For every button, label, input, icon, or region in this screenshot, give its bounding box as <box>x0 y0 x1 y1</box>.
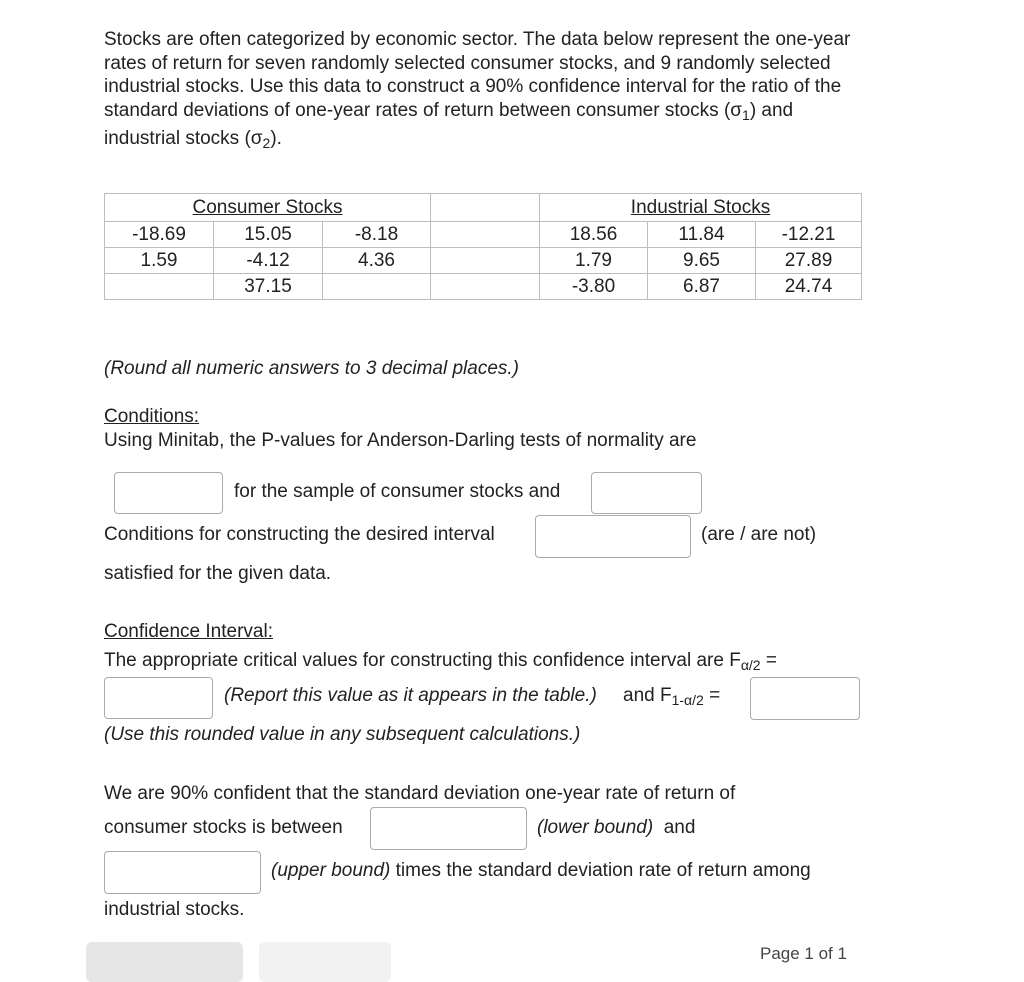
table-cell <box>431 248 540 274</box>
conclusion-line4: industrial stocks. <box>104 899 245 920</box>
question-text: Stocks are often categorized by economic sector. The data below represent the one-year rates of return for seven randomly selected consumer stocks, and 9 randomly selected industrial stocks. Use this data to construct a 90% confidence interval for the ratio of the standard deviations of one-year rates of return between consumer stocks $(\sigma_1)$ and industrial stocks $(\sigma_2)$. <box>104 29 851 151</box>
industrial-stocks-table <box>539 193 862 300</box>
table-cell: 1.79 <box>540 248 648 274</box>
table-cell: -12.21 <box>756 222 862 248</box>
table-cell: -8.18 <box>323 222 431 248</box>
f-alpha-half-input[interactable] <box>104 677 213 719</box>
conclusion-line2: consumer stocks is between <box>104 817 343 838</box>
report-note: (Report this value as it appears in the table.) <box>224 685 597 706</box>
consumer-pvalue-input[interactable] <box>114 472 223 514</box>
table-cell <box>431 222 540 248</box>
table-cell: 11.84 <box>648 222 756 248</box>
ci-heading: Confidence Interval: <box>104 621 273 642</box>
f-one-minus-label: and $F_{1-\alpha/2}$ = <box>623 685 721 708</box>
table-cell: 4.36 <box>323 248 431 274</box>
conclusion-line1: We are 90% confident that the standard deviation one-year rate of return of <box>104 783 736 804</box>
round-note: (Round all numeric answers to 3 decimal places.) <box>104 358 520 379</box>
f-one-minus-alpha-half-input[interactable] <box>750 677 860 720</box>
table-cell: 27.89 <box>756 248 862 274</box>
table-cell: 1.59 <box>105 248 214 274</box>
table-cell <box>105 274 214 300</box>
lower-bound-input[interactable] <box>370 807 527 850</box>
conditions-heading: Conditions: <box>104 406 200 427</box>
use-note: (Use this rounded value in any subsequent calculations.) <box>104 724 581 745</box>
table-cell <box>431 274 540 300</box>
page-indicator: Page 1 of 1 <box>760 944 847 963</box>
table-cell: 15.05 <box>214 222 323 248</box>
conditions-text: Using Minitab, the P-values for Anderson-Darling tests of normality are <box>104 430 697 451</box>
table-cell: 9.65 <box>648 248 756 274</box>
table-cell: 6.87 <box>648 274 756 300</box>
satisfied-text: satisfied for the given data. <box>104 563 332 584</box>
next-question-button[interactable] <box>259 942 391 982</box>
consumer-stocks-table <box>104 193 540 300</box>
are-are-not-label: (are / are not) <box>701 524 817 545</box>
table-cell: -18.69 <box>105 222 214 248</box>
table-cell: -3.80 <box>540 274 648 300</box>
table-cell: 24.74 <box>756 274 862 300</box>
industrial-pvalue-input[interactable] <box>591 472 702 514</box>
upper-bound-label: (upper bound) times the standard deviation rate of return among <box>271 860 811 881</box>
conditions-mid-text: for the sample of consumer stocks and <box>234 481 561 502</box>
industrial-table-header: Industrial Stocks <box>540 194 862 222</box>
critical-values-text: The appropriate critical values for constructing this confidence interval are $F_{\alpha/2}$ = <box>104 650 777 673</box>
upper-bound-input[interactable] <box>104 851 261 894</box>
conditions-satisfied-input[interactable] <box>535 515 691 558</box>
conditions-label: Conditions for constructing the desired interval <box>104 524 495 545</box>
lower-bound-label: (lower bound) and <box>537 817 696 838</box>
table-cell: 18.56 <box>540 222 648 248</box>
table-cell: 37.15 <box>214 274 323 300</box>
check-answer-button[interactable] <box>86 942 243 982</box>
consumer-table-header: Consumer Stocks <box>105 194 431 222</box>
table-cell: -4.12 <box>214 248 323 274</box>
table-cell <box>323 274 431 300</box>
